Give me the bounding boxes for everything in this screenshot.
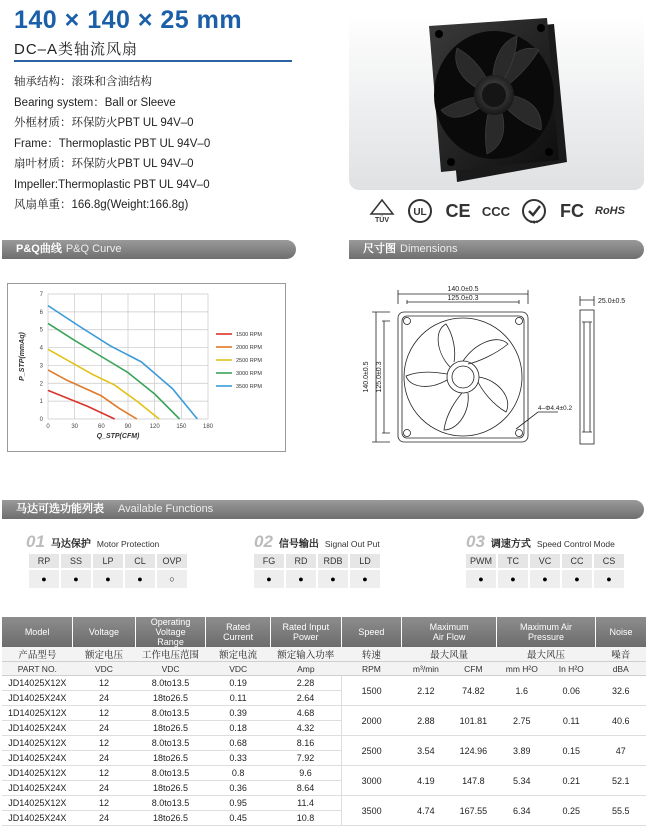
col-header-cn: 工作电压范围 [135, 647, 206, 662]
function-code: RP [29, 554, 59, 568]
cell-current: 0.95 [206, 796, 271, 811]
ccc-icon: CCC [481, 203, 511, 219]
col-unit: VDC [73, 662, 136, 676]
cell-power: 8.64 [270, 781, 341, 796]
function-group-title-cn: 调速方式 [490, 539, 531, 550]
col-unit: In H²O [547, 662, 595, 676]
dim-height-holes: 125.0±0.3 [376, 361, 383, 393]
dim-width-holes: 125.0±0.3 [447, 295, 479, 302]
col-header-cn: 转速 [341, 647, 402, 662]
function-code: CC [562, 554, 592, 568]
cell-power: 4.68 [270, 706, 341, 721]
function-group-number: 03 [466, 532, 485, 551]
cell-speed: 1500 [341, 676, 402, 706]
x-tick-label: 150 [176, 424, 187, 430]
cell-range: 18to26.5 [135, 751, 206, 766]
cell-flow-m3min: 2.12 [402, 676, 450, 706]
function-group-signal-output [254, 532, 382, 588]
col-header-rated-current: Rated Current [206, 617, 271, 647]
cell-pressure-mm: 2.75 [497, 706, 547, 736]
function-group-motor-protection [26, 532, 189, 588]
cell-model: 1D14025X12X [2, 706, 73, 721]
cell-pressure-in: 0.15 [547, 736, 595, 766]
cell-model: JD14025X12X [2, 766, 73, 781]
functions-section-bar [2, 500, 644, 519]
y-tick-label: 3 [39, 363, 43, 370]
col-unit: Amp [270, 662, 341, 676]
dim-depth: 25.0±0.5 [598, 298, 626, 305]
cell-noise: 32.6 [595, 676, 646, 706]
col-header-cn: 额定电流 [206, 647, 271, 662]
function-code: OVP [157, 554, 187, 568]
cell-model: JD14025X12X [2, 736, 73, 751]
dim-height-outer: 140.0±0.5 [363, 361, 370, 393]
functions-section-cn: 马达可选功能列表 [16, 503, 104, 515]
cell-pressure-in: 0.06 [547, 676, 595, 706]
cell-voltage: 12 [73, 676, 136, 691]
fc-icon: FC [560, 200, 584, 221]
dimensions-section-bar [349, 240, 644, 259]
function-code: CS [594, 554, 624, 568]
cell-flow-cfm: 147.8 [450, 766, 496, 796]
col-header-voltage: Voltage [73, 617, 136, 647]
col-unit: VDC [135, 662, 206, 676]
cell-flow-m3min: 4.19 [402, 766, 450, 796]
ul-icon [404, 198, 436, 224]
col-header-cn: 最大风量 [402, 647, 497, 662]
col-header-cn: 产品型号 [2, 647, 73, 662]
specification-table [2, 617, 646, 826]
cell-pressure-mm: 6.34 [497, 796, 547, 826]
cell-range: 18to26.5 [135, 781, 206, 796]
function-group-title-en: Motor Protection [96, 539, 160, 549]
pq-section-bar [2, 240, 296, 259]
cell-power: 8.16 [270, 736, 341, 751]
col-unit: VDC [206, 662, 271, 676]
dimensions-panel [358, 272, 648, 447]
cell-voltage: 24 [73, 811, 136, 826]
cert-tuv-label: TÜV [375, 217, 389, 224]
x-axis-label: Q_STP(CFM) [96, 433, 140, 440]
table-row [2, 736, 646, 751]
cell-speed: 2500 [341, 736, 402, 766]
cell-model: JD14025X12X [2, 676, 73, 691]
fan-image [349, 12, 644, 190]
col-unit: RPM [341, 662, 402, 676]
cell-flow-cfm: 101.81 [450, 706, 496, 736]
table-row [2, 796, 646, 811]
legend-label: 2500 RPM [236, 358, 262, 364]
x-tick-label: 30 [71, 424, 79, 430]
function-mark: ● [530, 570, 560, 588]
function-group-speed-control [466, 532, 626, 588]
page-title: 140 × 140 × 25 mm [14, 6, 243, 34]
cell-flow-m3min: 2.88 [402, 706, 450, 736]
cell-model: JD14025X24X [2, 811, 73, 826]
cell-voltage: 12 [73, 766, 136, 781]
cell-range: 18to26.5 [135, 721, 206, 736]
y-tick-label: 7 [39, 292, 43, 298]
cell-current: 0.18 [206, 721, 271, 736]
table-row [2, 766, 646, 781]
cqc-icon [518, 198, 550, 224]
series-line [48, 390, 115, 419]
col-header-cn: 额定电压 [73, 647, 136, 662]
function-code: LP [93, 554, 123, 568]
y-axis-label: P_STP(mmAq) [19, 332, 26, 381]
function-code: SS [61, 554, 91, 568]
col-header-cn: 噪音 [595, 647, 646, 662]
cell-voltage: 12 [73, 736, 136, 751]
col-header-cn: 额定输入功率 [270, 647, 341, 662]
function-option [157, 554, 187, 588]
function-mark: ● [286, 570, 316, 588]
cell-flow-m3min: 4.74 [402, 796, 450, 826]
function-code: CL [125, 554, 155, 568]
table-units-row [2, 662, 646, 676]
col-header-rated-power: Rated Input Power [270, 617, 341, 647]
cell-noise: 47 [595, 736, 646, 766]
col-unit: m³/min [402, 662, 450, 676]
function-mark: ○ [157, 570, 187, 588]
legend-label: 1500 RPM [236, 332, 262, 338]
col-header-speed: Speed [341, 617, 402, 647]
function-mark: ● [350, 570, 380, 588]
function-mark: ● [254, 570, 284, 588]
cell-flow-cfm: 74.82 [450, 676, 496, 706]
cell-speed: 2000 [341, 706, 402, 736]
cell-voltage: 24 [73, 781, 136, 796]
cell-voltage: 24 [73, 691, 136, 706]
cell-flow-cfm: 167.55 [450, 796, 496, 826]
function-group-title-en: Speed Control Mode [536, 539, 615, 549]
col-unit: mm H²O [497, 662, 547, 676]
series-line [48, 370, 137, 419]
cell-current: 0.39 [206, 706, 271, 721]
cert-ul-label: UL [413, 207, 427, 218]
table-header-row [2, 617, 646, 647]
function-group-title-cn: 马达保护 [50, 539, 91, 550]
function-option [498, 554, 528, 588]
pq-curve-panel [7, 283, 286, 452]
function-option [350, 554, 380, 588]
table-header-cn-row [2, 647, 646, 662]
function-option [562, 554, 592, 588]
cert-cqc-label: CQC [529, 219, 539, 224]
cell-range: 8.0to13.5 [135, 736, 206, 751]
spec-bearing-en: Bearing system：Ball or Sleeve [14, 96, 176, 109]
col-header-model: Model [2, 617, 73, 647]
cell-noise: 40.6 [595, 706, 646, 736]
y-tick-label: 1 [39, 399, 43, 406]
function-mark: ● [318, 570, 348, 588]
x-tick-label: 60 [97, 424, 105, 430]
rohs-icon: RoHS [595, 205, 625, 217]
function-code: TC [498, 554, 528, 568]
ce-icon: CE [445, 200, 471, 221]
cell-range: 8.0to13.5 [135, 676, 206, 691]
tuv-icon [366, 198, 398, 224]
cell-range: 18to26.5 [135, 691, 206, 706]
function-mark: ● [466, 570, 496, 588]
functions-section-en: Available Functions [118, 503, 214, 515]
col-header-air-pressure: Maximum Air Pressure [497, 617, 596, 647]
cell-power: 2.64 [270, 691, 341, 706]
pq-section-cn: P&Q曲线 [16, 243, 62, 255]
cell-range: 8.0to13.5 [135, 766, 206, 781]
function-option [466, 554, 496, 588]
title-divider [14, 60, 292, 62]
function-mark: ● [61, 570, 91, 588]
legend-label: 3500 RPM [236, 384, 262, 390]
cell-pressure-mm: 5.34 [497, 766, 547, 796]
y-tick-label: 0 [39, 417, 43, 423]
cell-voltage: 12 [73, 706, 136, 721]
legend-label: 2000 RPM [236, 345, 262, 351]
cell-power: 10.8 [270, 811, 341, 826]
y-tick-label: 2 [39, 381, 43, 388]
y-tick-label: 5 [39, 327, 43, 334]
y-tick-label: 4 [39, 345, 43, 352]
col-unit: PART NO. [2, 662, 73, 676]
x-tick-label: 0 [46, 424, 50, 430]
col-unit: CFM [450, 662, 496, 676]
function-code: RD [286, 554, 316, 568]
spec-weight: 风扇单重：166.8g(Weight:166.8g) [14, 199, 189, 211]
cell-voltage: 24 [73, 751, 136, 766]
cell-noise: 52.1 [595, 766, 646, 796]
col-header-operating-range: Operating Voltage Range [135, 617, 206, 647]
pq-chart [8, 284, 285, 451]
spec-bearing-cn: 轴承结构：滚珠和含油结构 [14, 76, 152, 88]
spec-list [14, 72, 314, 216]
cell-range: 18to26.5 [135, 811, 206, 826]
col-header-noise: Noise [595, 617, 646, 647]
spec-frame-cn: 外框材质：环保防火PBT UL 94V–0 [14, 117, 194, 129]
spec-frame-en: Frame：Thermoplastic PBT UL 94V–0 [14, 137, 211, 150]
dim-width-outer: 140.0±0.5 [447, 286, 479, 293]
cell-power: 11.4 [270, 796, 341, 811]
cell-pressure-mm: 3.89 [497, 736, 547, 766]
col-unit: dBA [595, 662, 646, 676]
cell-voltage: 12 [73, 796, 136, 811]
certification-logos [366, 198, 626, 224]
dimension-drawing [358, 272, 648, 447]
function-option [29, 554, 59, 588]
cell-current: 0.8 [206, 766, 271, 781]
pq-section-en: P&Q Curve [65, 243, 122, 255]
x-tick-label: 120 [149, 424, 160, 430]
cell-speed: 3000 [341, 766, 402, 796]
x-tick-label: 180 [202, 424, 214, 430]
function-mark: ● [562, 570, 592, 588]
function-group-number: 02 [254, 532, 273, 551]
function-option [125, 554, 155, 588]
spec-impeller-en: Impeller:Thermoplastic PBT UL 94V–0 [14, 178, 210, 191]
function-code: VC [530, 554, 560, 568]
function-mark: ● [498, 570, 528, 588]
cell-power: 2.28 [270, 676, 341, 691]
cell-pressure-in: 0.11 [547, 706, 595, 736]
cell-speed: 3500 [341, 796, 402, 826]
function-code: RDB [318, 554, 348, 568]
cell-noise: 55.5 [595, 796, 646, 826]
function-option [530, 554, 560, 588]
function-code: LD [350, 554, 380, 568]
col-header-cn: 最大风压 [497, 647, 596, 662]
function-mark: ● [594, 570, 624, 588]
cell-power: 9.6 [270, 766, 341, 781]
function-option [254, 554, 284, 588]
cell-current: 0.33 [206, 751, 271, 766]
dim-hole: 4–Φ4.4±0.2 [538, 405, 573, 412]
table-row [2, 676, 646, 691]
cell-current: 0.45 [206, 811, 271, 826]
cell-current: 0.19 [206, 676, 271, 691]
function-group-number: 01 [26, 532, 45, 551]
function-mark: ● [125, 570, 155, 588]
dimensions-section-en: Dimensions [400, 243, 458, 255]
product-image-panel [349, 12, 644, 190]
function-mark: ● [29, 570, 59, 588]
cell-current: 0.68 [206, 736, 271, 751]
function-code: FG [254, 554, 284, 568]
function-option [93, 554, 123, 588]
cell-current: 0.36 [206, 781, 271, 796]
cell-model: JD14025X12X [2, 796, 73, 811]
legend-label: 3000 RPM [236, 371, 262, 377]
x-tick-label: 90 [124, 424, 132, 430]
cell-power: 4.32 [270, 721, 341, 736]
y-tick-label: 6 [39, 309, 43, 316]
function-group-title-en: Signal Out Put [324, 539, 380, 549]
cell-range: 8.0to13.5 [135, 796, 206, 811]
col-header-air-flow: Maximum Air Flow [402, 617, 497, 647]
spec-impeller-cn: 扇叶材质：环保防火PBT UL 94V–0 [14, 158, 194, 170]
cell-pressure-in: 0.25 [547, 796, 595, 826]
cell-power: 7.92 [270, 751, 341, 766]
function-mark: ● [93, 570, 123, 588]
cell-flow-cfm: 124.96 [450, 736, 496, 766]
function-group-title-cn: 信号输出 [278, 539, 319, 550]
cell-pressure-in: 0.21 [547, 766, 595, 796]
cell-flow-m3min: 3.54 [402, 736, 450, 766]
function-option [318, 554, 348, 588]
function-code: PWM [466, 554, 496, 568]
table-row [2, 706, 646, 721]
function-option [61, 554, 91, 588]
cell-voltage: 24 [73, 721, 136, 736]
cell-model: JD14025X24X [2, 691, 73, 706]
dimensions-section-cn: 尺寸图 [363, 243, 396, 255]
cell-model: JD14025X24X [2, 781, 73, 796]
cell-pressure-mm: 1.6 [497, 676, 547, 706]
function-option [594, 554, 624, 588]
function-option [286, 554, 316, 588]
cell-model: JD14025X24X [2, 721, 73, 736]
cell-current: 0.11 [206, 691, 271, 706]
cell-range: 8.0to13.5 [135, 706, 206, 721]
page-subtitle: DC–A类轴流风扇 [14, 41, 139, 58]
cell-model: JD14025X24X [2, 751, 73, 766]
